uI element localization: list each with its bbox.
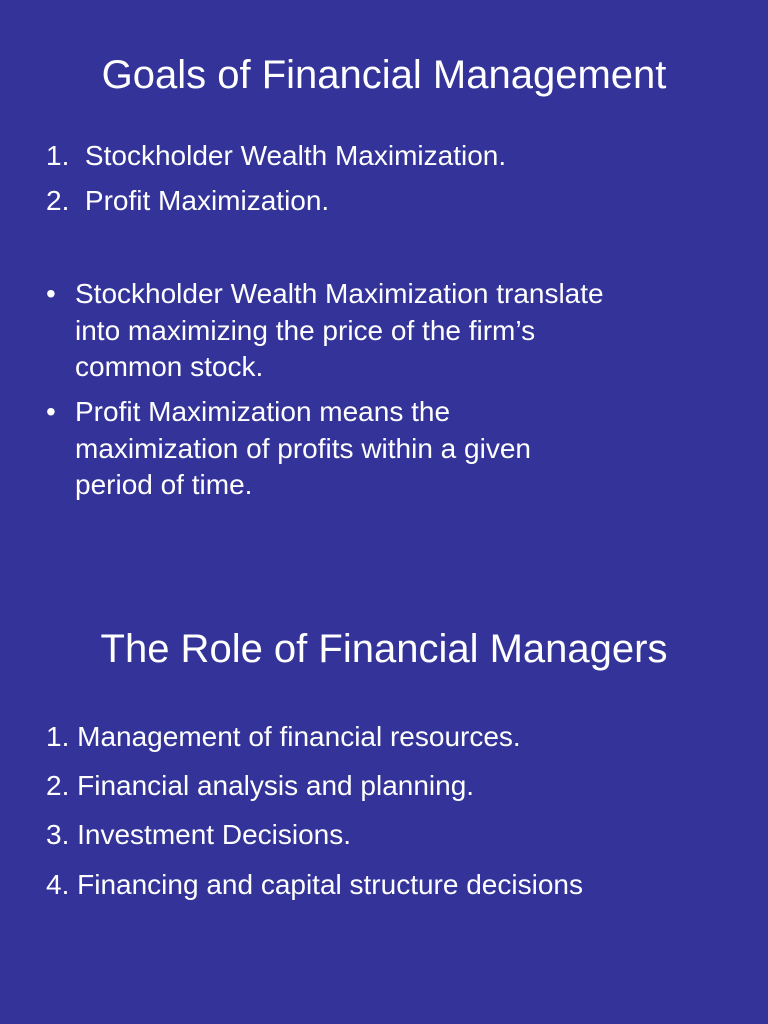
- goals-numbered-item-1: [46, 138, 506, 174]
- goals-numbered-item-1-number: 1.: [46, 140, 70, 171]
- role-item-3: 3. Investment Decisions.: [46, 819, 352, 850]
- goals-bullet-2-line-3: period of time.: [75, 469, 253, 500]
- goals-numbered-item-1-text: Stockholder Wealth Maximization.: [84, 140, 507, 171]
- goals-bullet-2-line-1: Profit Maximization means the: [75, 396, 451, 427]
- goals-bullet-1-line-2: into maximizing the price of the firm’s: [75, 314, 536, 346]
- role-item-1: 1. Management of financial resources.: [46, 721, 521, 752]
- role-item-2: 2. Financial analysis and planning.: [46, 770, 475, 801]
- goals-numbered-item-2-text: Profit Maximization.: [84, 185, 330, 216]
- bullet-icon: •: [46, 396, 56, 427]
- goals-title: Goals of Financial Management: [101, 53, 667, 97]
- goals-bullet-2-line-2: maximization of profits within a given: [75, 432, 531, 464]
- goals-bullet-1-line-3: common stock.: [75, 351, 264, 382]
- bullet-icon: •: [46, 278, 56, 309]
- goals-numbered-item-2: [46, 183, 329, 219]
- goals-numbered-item-2-number: 2.: [46, 185, 70, 216]
- role-item-4: 4. Financing and capital structure decisions: [46, 869, 583, 900]
- goals-bullet-1: [46, 276, 746, 386]
- goals-bullet-1-line-1: Stockholder Wealth Maximization translate: [75, 278, 604, 309]
- role-title: The Role of Financial Managers: [100, 627, 668, 671]
- goals-bullet-2: [46, 394, 746, 504]
